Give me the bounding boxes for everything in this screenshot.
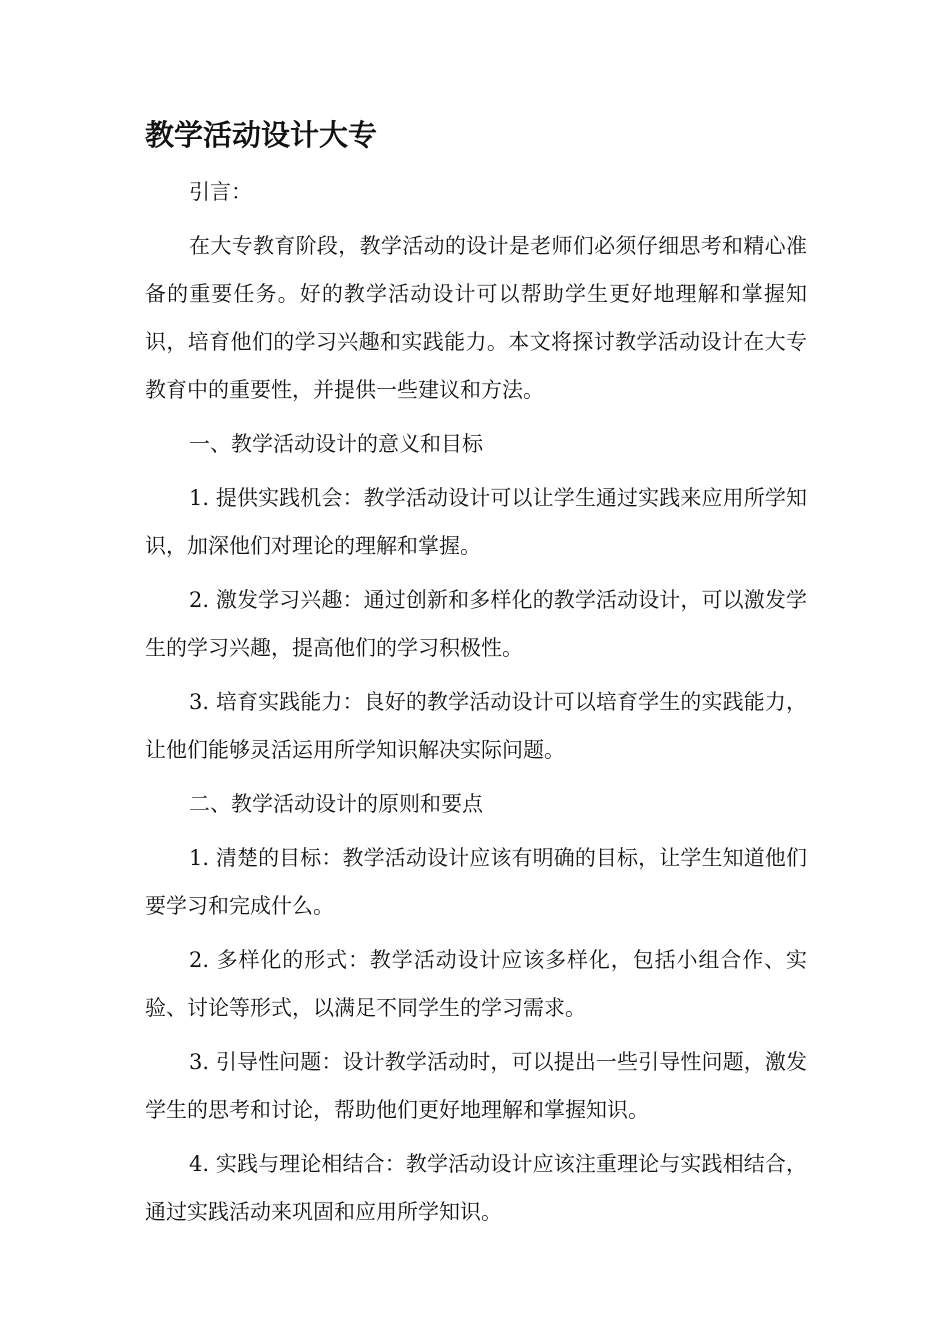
list-item: 3. 培育实践能力：良好的教学活动设计可以培育学生的实践能力，让他们能够灵活运用所学知识解决实际问题。 [145,690,807,762]
paragraph-intro-label: 引言： [189,180,252,204]
list-item: 2. 激发学习兴趣：通过创新和多样化的教学活动设计，可以激发学生的学习兴趣，提高他们的学习积极性。 [145,588,807,660]
document-body [145,112,807,1236]
list-item: 3. 引导性问题：设计教学活动时，可以提出一些引导性问题，激发学生的思考和讨论，帮助他们更好地理解和掌握知识。 [145,1050,807,1122]
section-heading-1: 一、教学活动设计的意义和目标 [189,432,483,456]
paragraph-intro: 在大专教育阶段，教学活动的设计是老师们必须仔细思考和精心准备的重要任务。好的教学活动设计可以帮助学生更好地理解和掌握知识，培育他们的学习兴趣和实践能力。本文将探讨教学活动设计在大专教育中的重要性，并提供一些建议和方法。 [145,234,807,402]
list-item: 1. 清楚的目标：教学活动设计应该有明确的目标，让学生知道他们要学习和完成什么。 [145,846,807,918]
section-heading-2: 二、教学活动设计的原则和要点 [189,792,483,816]
list-item: 1. 提供实践机会：教学活动设计可以让学生通过实践来应用所学知识，加深他们对理论的理解和掌握。 [145,486,807,558]
document-title: 教学活动设计大专 [145,118,378,152]
list-item: 2. 多样化的形式：教学活动设计应该多样化，包括小组合作、实验、讨论等形式，以满足不同学生的学习需求。 [145,948,807,1020]
list-item: 4. 实践与理论相结合：教学活动设计应该注重理论与实践相结合，通过实践活动来巩固和应用所学知识。 [145,1152,807,1224]
